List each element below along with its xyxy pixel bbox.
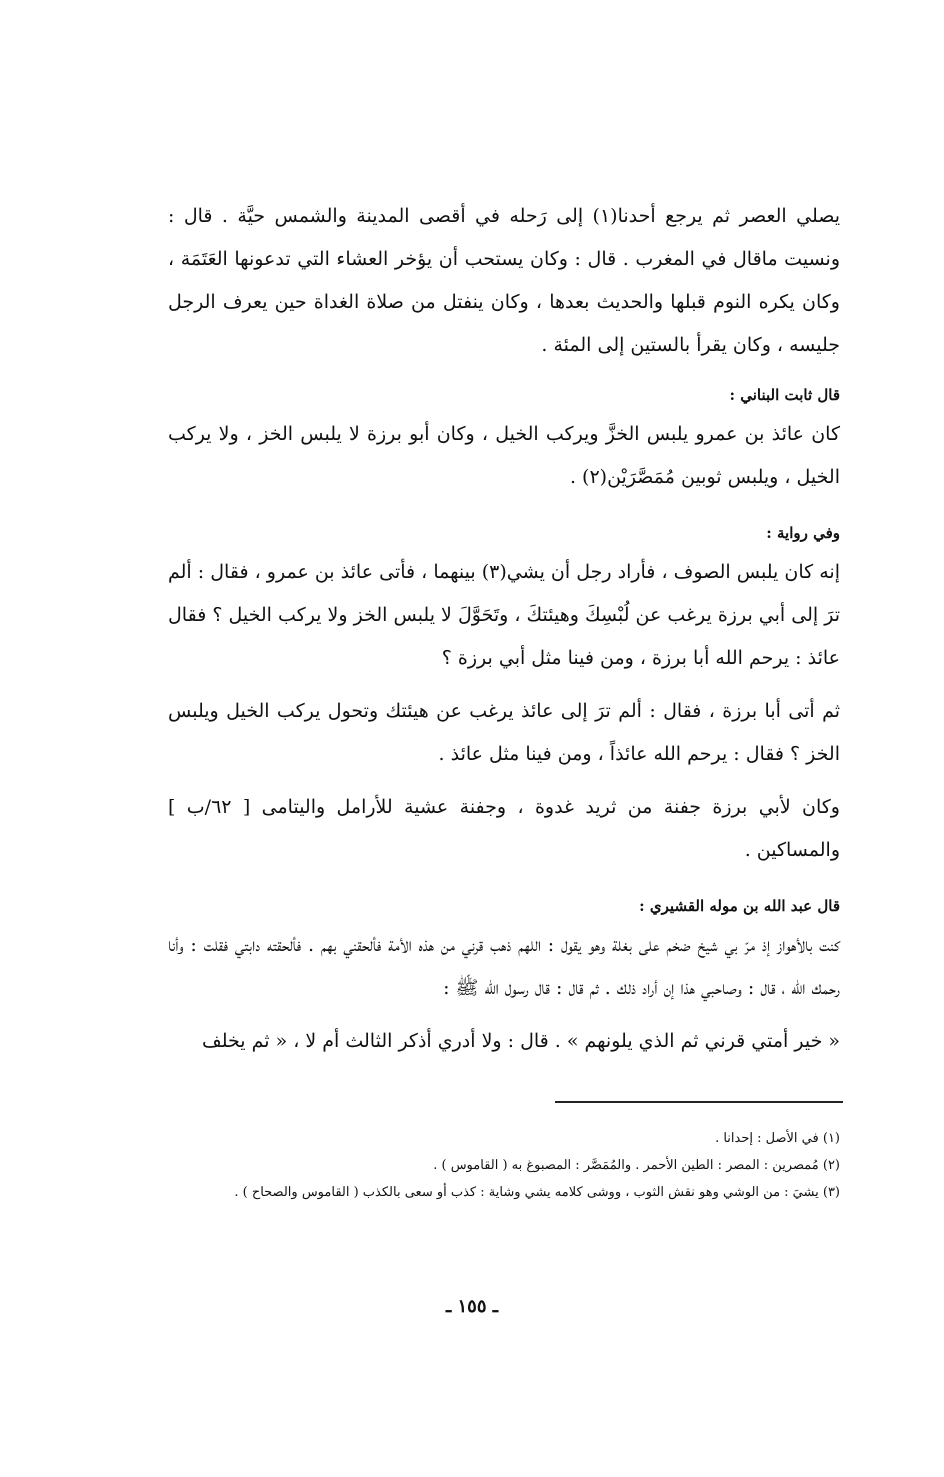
footnote-1: (١) في الأصل : إحدانا .	[715, 1131, 840, 1146]
paragraph-6: كنت بالأهواز إذ مرّ بي شيخ ضخم على بغلة وهو يقول : اللهم ذهب قرني من هذه الأمة فألحقني بهم . فألحقته دابتي فقلت : وأنا رحمك الله ، قال : وصاحبي هذا إن أراد ذلك . ثم قال : قال رسول الله ﷺ :	[168, 934, 840, 999]
paragraph-3: إنه كان يلبس الصوف ، فأراد رجل أن يشي(٣) بينهما ، فأتى عائذ بن عمرو ، فقال : ألم ترَ إلى أبي برزة يرغب عن لُبْسِكَ وهيئتكَ ، وتَحَوَّلَ لا يلبس الخز ولا يركب الخيل ؟ فقال عائذ : يرحم الله أبا برزة ، ومن فينا مثل أبي برزة ؟	[168, 561, 840, 669]
paragraph-4: ثم أتى أبا برزة ، فقال : ألم ترَ إلى عائذ يرغب عن هيئتك وتحول يركب الخيل ويلبس الخز ؟ فقال : يرحم الله عائذاً ، ومن فينا مثل عائذ .	[168, 700, 840, 765]
footnote-3: (٣) يشيَ : من الوشي وهو نقش الثوب ، ووشى كلامه يشي وشاية : كذب أو سعى بالكذب ( القاموس والصحاح ) .	[234, 1185, 840, 1200]
paragraph-2: كان عائذ بن عمرو يلبس الخزَّ ويركب الخيل ، وكان أبو برزة لا يلبس الخز ، ولا يركب الخيل ، ويلبس ثوبين مُمَصَّرَيْن(٢) .	[168, 423, 840, 488]
footnote-divider	[555, 1101, 843, 1103]
heading-thabit-albunani: قال ثابت البناني :	[729, 386, 840, 404]
paragraph-1: يصلي العصر ثم يرجع أحدنا(١) إلى رَحله في أقصى المدينة والشمس حيَّة . قال : ونسيت ماقال في المغرب . قال : وكان يستحب أن يؤخر العشاء التي تدعونها العَتَمَة ، وكان يكره النوم قبلها والحديث بعدها ، وكان ينفتل من صلاة الغداة حين يعرف الرجل جليسه ، وكان يقرأ بالستين إلى المئة .	[168, 205, 840, 356]
paragraph-5: وكان لأبي برزة جفنة من ثريد غدوة ، وجفنة عشية للأرامل واليتامى [ ٦٢/ب ] والمساكين .	[168, 796, 840, 861]
footnote-2: (٢) مُمصرين : المصر : الطين الأحمر . والمُمَصَّر : المصبوغ به ( القاموس ) .	[433, 1158, 840, 1173]
heading-abdullah-qushayri: قال عبد الله بن موله القشيري :	[639, 897, 840, 915]
heading-riwaya: وفي رواية :	[766, 524, 840, 542]
main-text	[168, 195, 840, 1063]
paragraph-7: « خير أمتي قرني ثم الذي يلونهم » . قال : ولا أدري أذكر الثالث أم لا ، « ثم يخلف	[202, 1030, 840, 1052]
page-number: ـ ١٥٥ ـ	[445, 1296, 499, 1317]
footnotes	[168, 1125, 840, 1206]
